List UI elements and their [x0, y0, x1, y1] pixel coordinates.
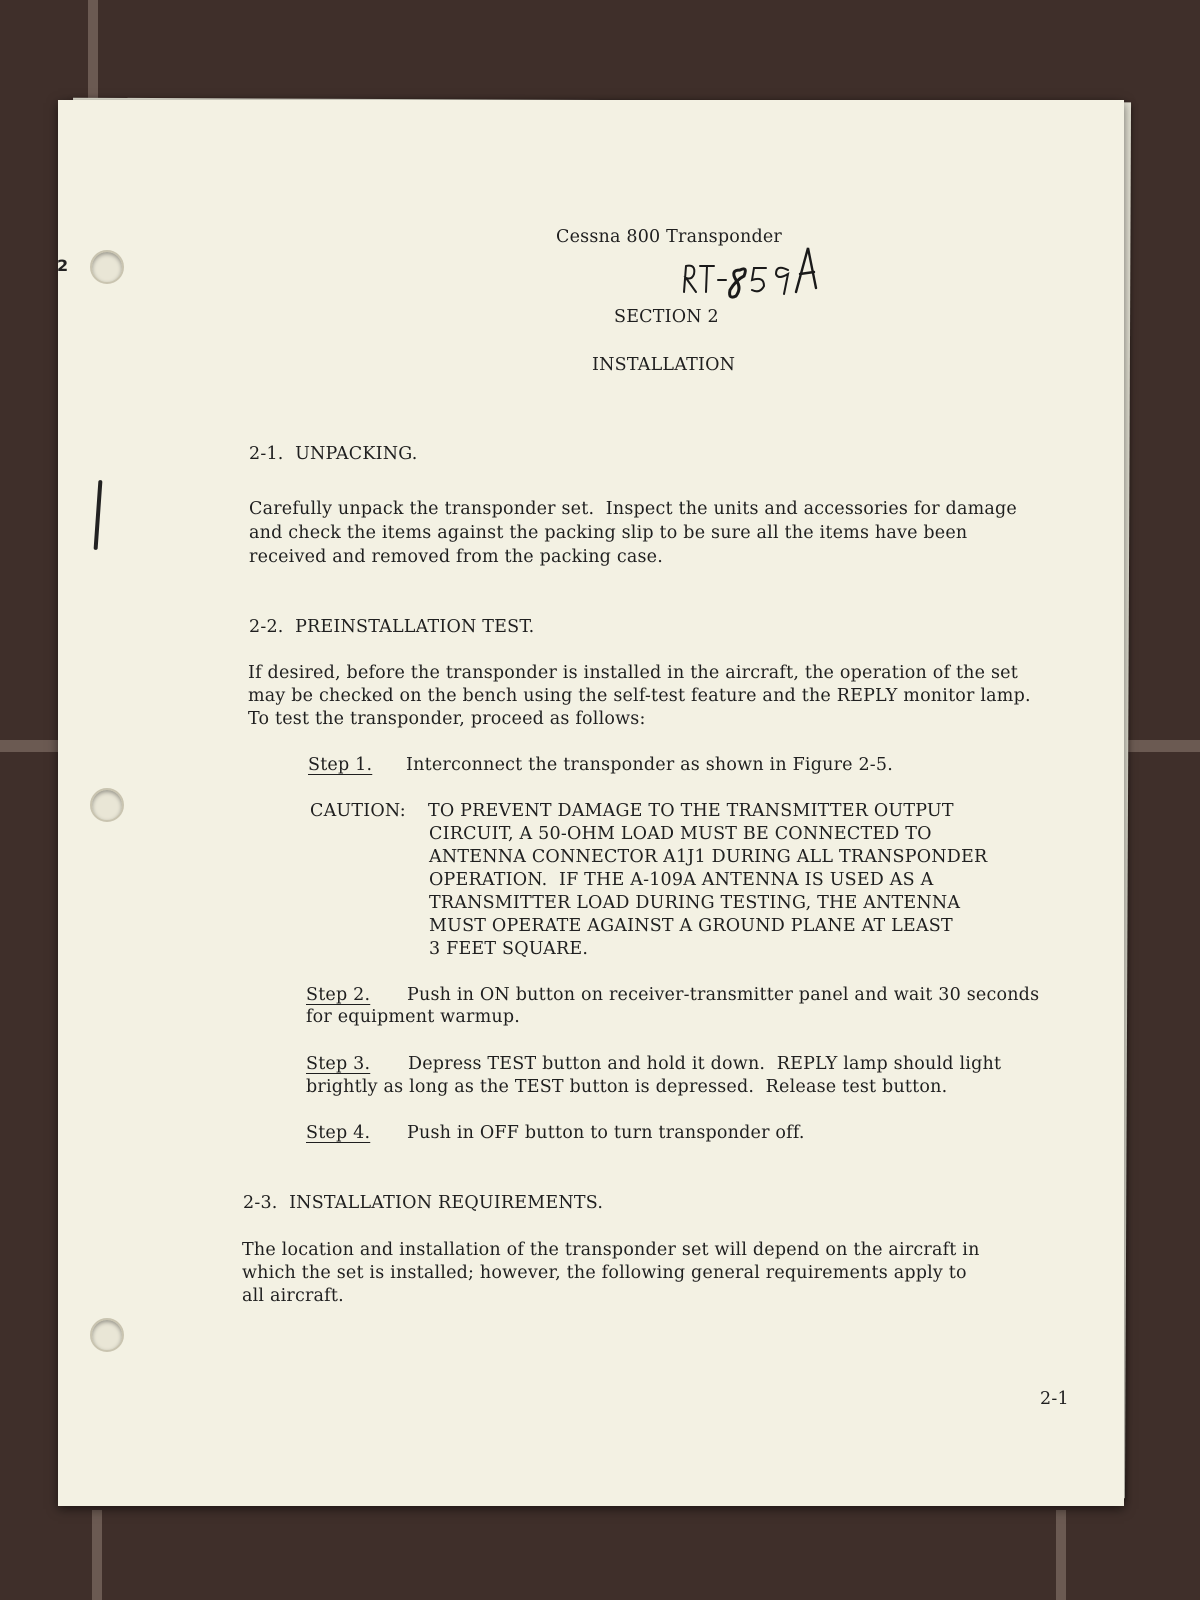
step-1-text: Interconnect the transponder as shown in Figure 2-5.: [406, 755, 894, 775]
handwritten-note: [680, 240, 840, 300]
heading-preinstallation: 2-2. PREINSTALLATION TEST.: [249, 617, 535, 637]
step-2-cont: for equipment warmup.: [306, 1007, 520, 1027]
tile-grout: [88, 0, 98, 100]
step-2-label: Step 2.: [306, 985, 371, 1005]
caution-line: MUST OPERATE AGAINST A GROUND PLANE AT LEAST: [429, 916, 953, 936]
step-3-text: Depress TEST button and hold it down. REPLY lamp should light: [408, 1054, 1002, 1074]
paragraph-line: The location and installation of the transponder set will depend on the aircraft in: [242, 1240, 980, 1260]
paragraph-line: If desired, before the transponder is installed in the aircraft, the operation of the set: [248, 663, 1018, 683]
document-page: [58, 100, 1124, 1506]
heading-unpacking: 2-1. UNPACKING.: [249, 444, 418, 464]
binder-hole: [90, 788, 124, 822]
paragraph-line: which the set is installed; however, the following general requirements apply to: [242, 1263, 967, 1283]
caution-line: CIRCUIT, A 50-OHM LOAD MUST BE CONNECTED TO: [429, 824, 932, 844]
paragraph-line: To test the transponder, proceed as follows:: [248, 709, 646, 729]
tile-grout: [1120, 740, 1200, 752]
binder-hole: [90, 250, 124, 284]
paragraph-line: may be checked on the bench using the self-test feature and the REPLY monitor lamp.: [248, 686, 1031, 706]
section-number: SECTION 2: [614, 307, 719, 327]
binder-hole: [90, 1318, 124, 1352]
step-3-cont: brightly as long as the TEST button is depressed. Release test button.: [306, 1077, 948, 1097]
step-4-text: Push in OFF button to turn transponder off.: [407, 1123, 805, 1143]
tile-grout: [92, 1510, 102, 1600]
pen-mark: [94, 480, 103, 550]
tile-grout: [1056, 1510, 1066, 1600]
caution-line: 3 FEET SQUARE.: [429, 939, 589, 959]
edge-mark: 2: [57, 256, 69, 275]
document-title: Cessna 800 Transponder: [556, 227, 782, 247]
paragraph-line: all aircraft.: [242, 1286, 344, 1306]
step-2-text: Push in ON button on receiver-transmitter panel and wait 30 seconds: [407, 985, 1040, 1005]
caution-line: OPERATION. IF THE A-109A ANTENNA IS USED AS A: [429, 870, 934, 890]
caution-line: TO PREVENT DAMAGE TO THE TRANSMITTER OUTPUT: [428, 801, 954, 821]
paragraph-line: Carefully unpack the transponder set. Inspect the units and accessories for damage: [249, 499, 1017, 519]
paragraph-line: received and removed from the packing case.: [249, 547, 663, 567]
section-title: INSTALLATION: [592, 355, 736, 375]
caution-label: CAUTION:: [310, 801, 406, 821]
step-1-label: Step 1.: [308, 755, 373, 775]
caution-line: TRANSMITTER LOAD DURING TESTING, THE ANTENNA: [429, 893, 961, 913]
heading-requirements: 2-3. INSTALLATION REQUIREMENTS.: [243, 1193, 604, 1213]
caution-line: ANTENNA CONNECTOR A1J1 DURING ALL TRANSPONDER: [429, 847, 988, 867]
step-4-label: Step 4.: [306, 1123, 371, 1143]
step-3-label: Step 3.: [306, 1054, 371, 1074]
page-number: 2-1: [1040, 1389, 1069, 1409]
paragraph-line: and check the items against the packing slip to be sure all the items have been: [249, 523, 968, 543]
